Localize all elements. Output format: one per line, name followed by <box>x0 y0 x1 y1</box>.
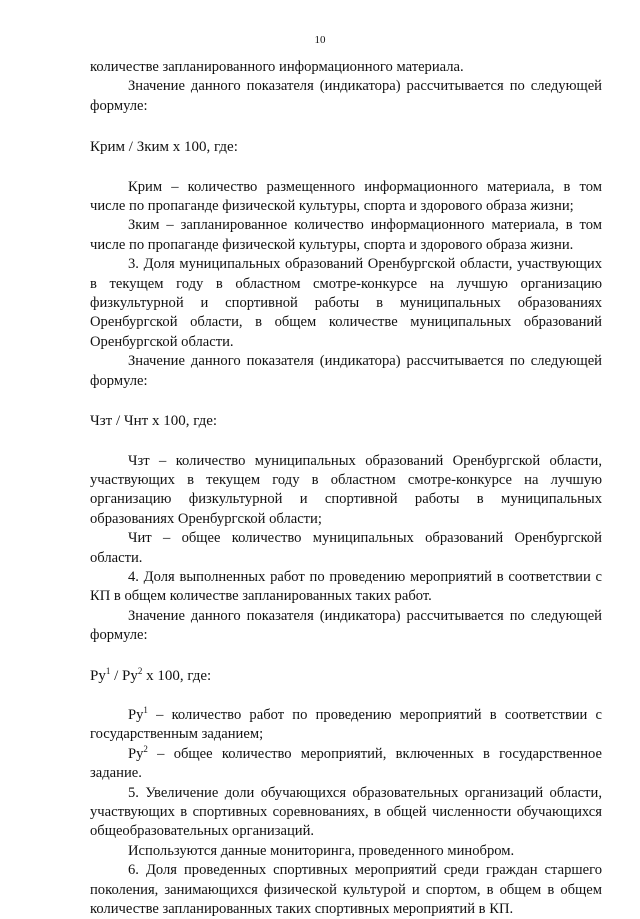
paragraph: 4. Доля выполненных работ по проведению мероприятий в соответствии с КП в общем количестве запланированных таких работ. <box>90 568 602 605</box>
paragraph: Используются данные мониторинга, проведенного минобром. <box>128 842 515 859</box>
superscript: 2 <box>137 665 143 676</box>
paragraph <box>90 745 602 784</box>
paragraph: 6. Доля проведенных спортивных мероприятий среди граждан старшего поколения, занимающихся физической культурой и спортом, в общем в общем количестве запланированных таких спортивных мероприятий в КП. <box>90 862 602 918</box>
paragraph <box>90 706 602 745</box>
superscript: 2 <box>143 743 148 754</box>
definition: – общее количество мероприятий, включенных в государственное задание. <box>90 745 602 782</box>
paragraph: 3. Доля муниципальных образований Оренбургской области, участвующих в текущем году в областном смотре-конкурсе на лучшую организацию физкультурной и спортивной работы в муниципальных образованиях Оренбургской области, в общем количестве муниципальных образований Оренбургской области. <box>90 256 602 350</box>
formula-text: х 100, где: <box>142 667 212 684</box>
paragraph: Крим – количество размещенного информационного материала, в том числе по пропаганде физической культуры, спорта и здорового образа жизни; <box>90 178 602 215</box>
paragraph: Значение данного показателя (индикатора) рассчитывается по следующей формуле: <box>90 78 602 114</box>
formula <box>90 667 602 686</box>
term: Ру <box>128 745 144 762</box>
formula-text: / Ру <box>110 667 138 684</box>
formula: Чзт / Чнт х 100, где: <box>90 413 218 430</box>
document-body <box>90 58 602 919</box>
paragraph: Зким – запланированное количество информационного материала, в том числе по пропаганде физической культуры, спорта и здорового образа жизни. <box>90 217 602 253</box>
term: Ру <box>128 706 144 723</box>
formula: Крим / Зким х 100, где: <box>90 139 238 156</box>
formula-text: Ру <box>90 667 106 684</box>
paragraph: Чит – общее количество муниципальных образований Оренбургской области. <box>90 530 602 566</box>
superscript: 1 <box>105 665 111 676</box>
page-number: 10 <box>314 34 326 46</box>
paragraph: количестве запланированного информационного материала. <box>90 59 464 75</box>
paragraph: Значение данного показателя (индикатора) рассчитывается по следующей формуле: <box>90 353 602 389</box>
paragraph: 5. Увеличение доли обучающихся образовательных организаций области, участвующих в спортивных соревнованиях, в общей численности обучающихся общеобразовательных организаций. <box>90 784 602 840</box>
definition: – количество работ по проведению мероприятий в соответствии с государственным заданием; <box>90 706 602 743</box>
superscript: 1 <box>143 705 148 716</box>
paragraph: Чзт – количество муниципальных образований Оренбургской области, участвующих в текущем году в областном смотре-конкурсе на лучшую организацию физкультурной и спортивной работы в муниципальных образованиях Оренбургской области; <box>90 452 602 527</box>
paragraph: Значение данного показателя (индикатора) рассчитывается по следующей формуле: <box>90 607 602 644</box>
